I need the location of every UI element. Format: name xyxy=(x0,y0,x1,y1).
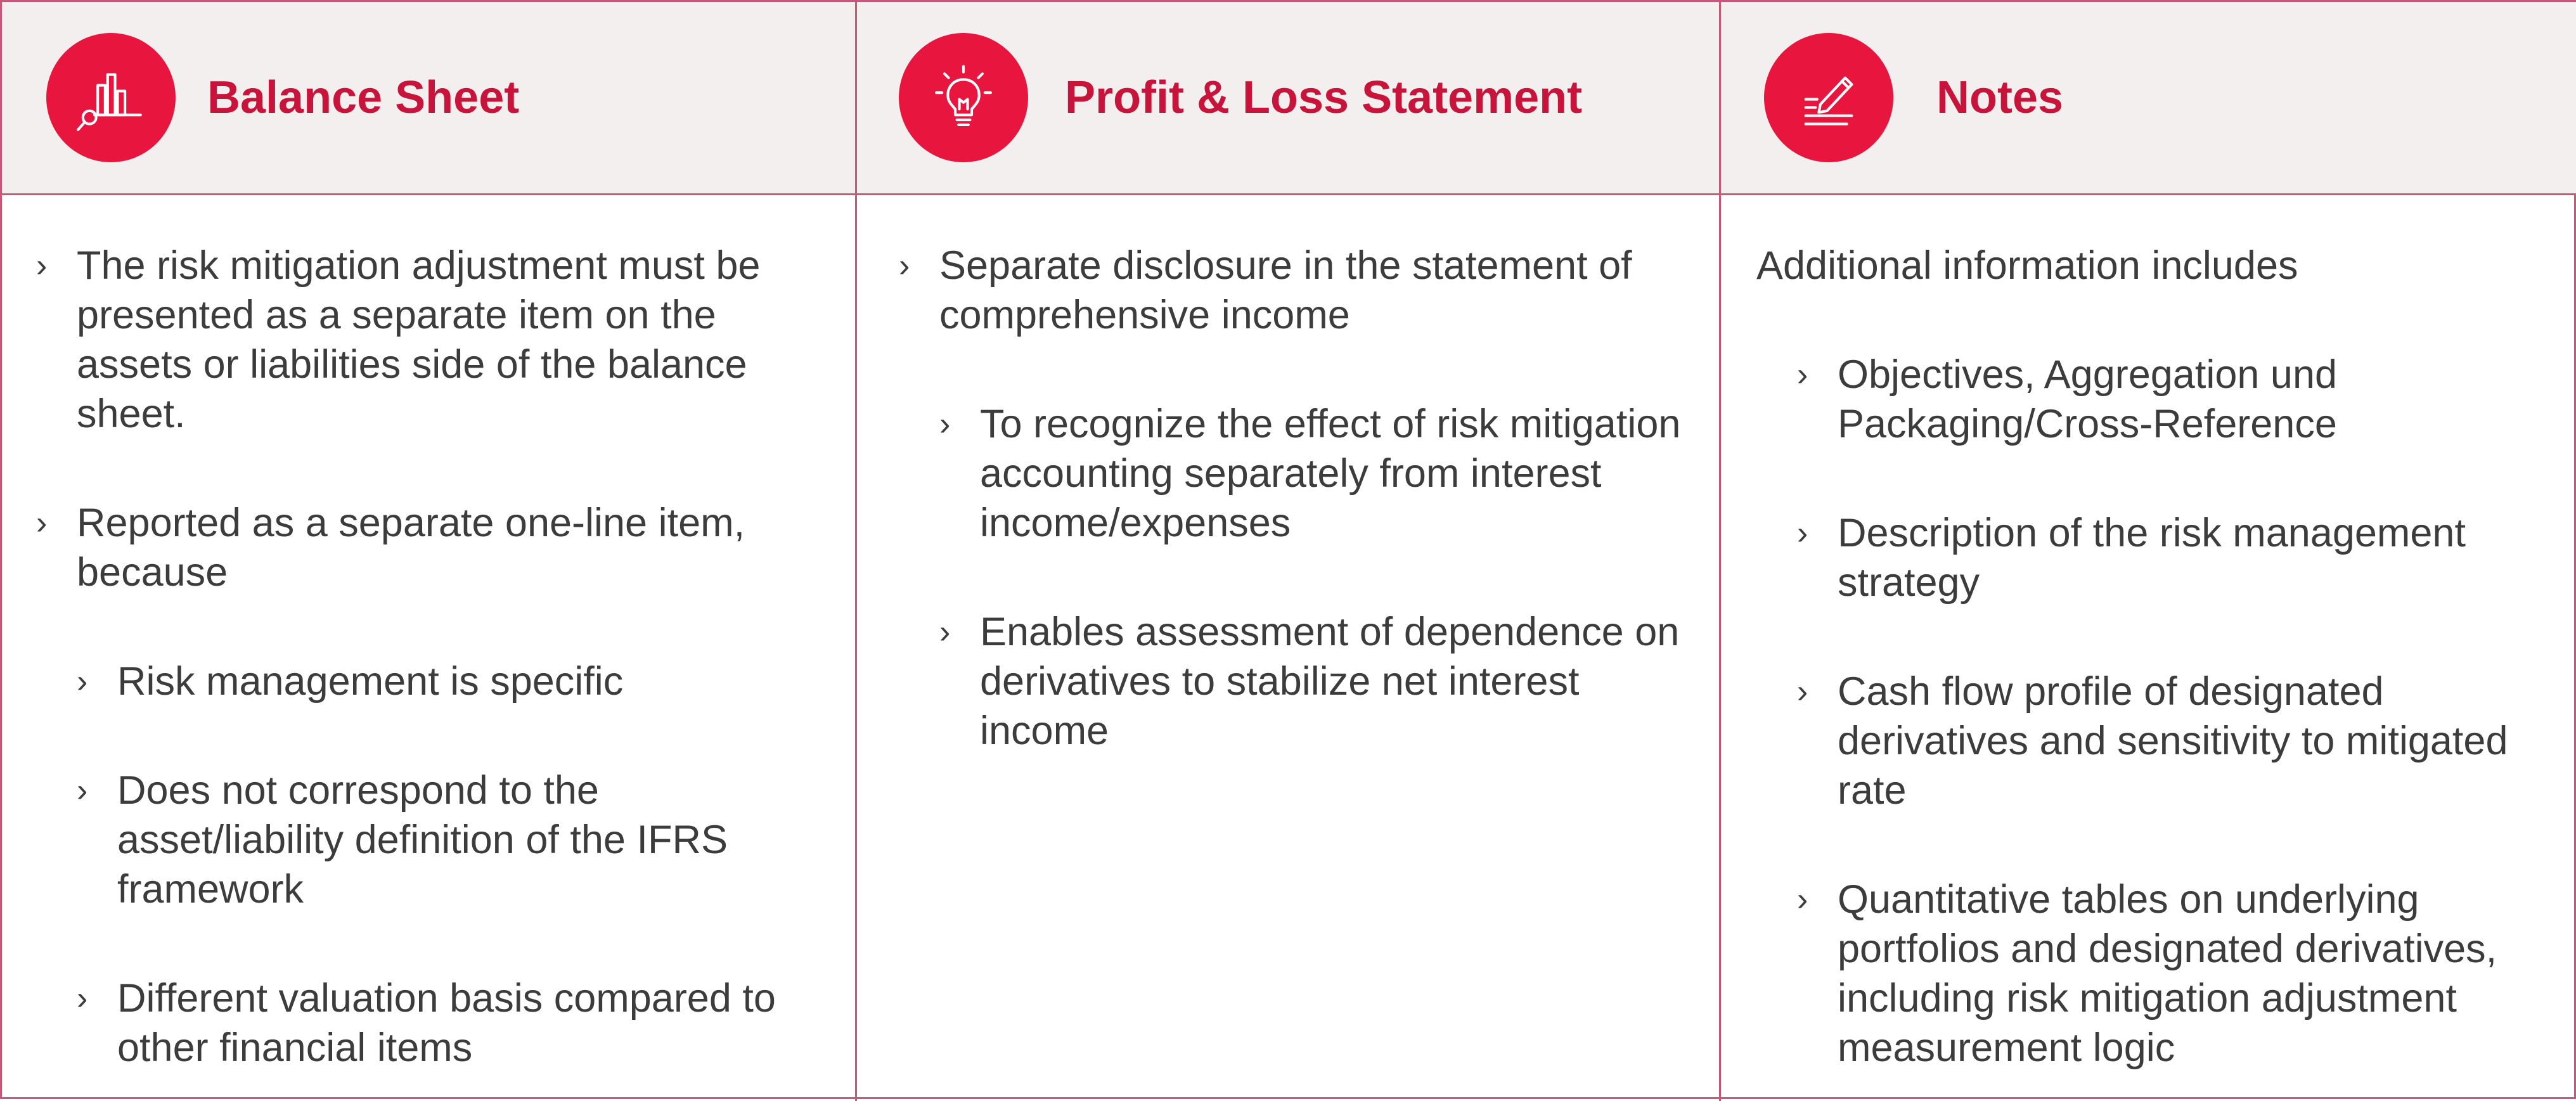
header-profit-loss xyxy=(857,2,1721,195)
chevron-right-icon: › xyxy=(36,505,48,541)
column-body-balance-sheet xyxy=(2,195,857,1101)
list-item: › Cash flow profile of designated derivatives and sensitivity to mitigated rate xyxy=(1797,667,2553,815)
chevron-right-icon: › xyxy=(77,980,88,1017)
notes-intro: Additional information includes xyxy=(1756,243,2298,288)
list-item: › To recognize the effect of risk mitigation accounting separately from interest income/expenses xyxy=(939,399,1694,548)
notes-icon-circle xyxy=(1764,33,1893,162)
list-item: › Different valuation basis compared to other financial items xyxy=(77,974,830,1072)
column-title-notes: Notes xyxy=(1936,72,2064,123)
chevron-right-icon: › xyxy=(1797,673,1808,710)
chevron-right-icon: › xyxy=(1797,515,1808,551)
column-body-notes xyxy=(1721,195,2576,1101)
list-item: › Separate disclosure in the statement of comprehensive income xyxy=(899,241,1694,340)
list-item: › Description of the risk management strategy xyxy=(1797,508,2553,607)
chevron-right-icon: › xyxy=(939,614,951,650)
list-item: › Quantitative tables on underlying portfolios and designated derivatives, including risk mitigation adjustment measurement logic xyxy=(1797,875,2553,1072)
column-title-profit-loss: Profit & Loss Statement xyxy=(1065,72,1583,123)
list-item: › The risk mitigation adjustment must be presented as a separate item on the assets or liabilities side of the balance sheet. xyxy=(36,241,830,439)
header-notes xyxy=(1721,2,2576,195)
chevron-right-icon: › xyxy=(899,247,910,284)
column-title-balance-sheet: Balance Sheet xyxy=(207,72,520,123)
list-item: › Risk management is specific xyxy=(77,657,830,706)
header-balance-sheet xyxy=(2,2,857,195)
chevron-right-icon: › xyxy=(1797,356,1808,393)
list-item: › Objectives, Aggregation und Packaging/Cross-Reference xyxy=(1797,350,2553,449)
list-item: › Does not correspond to the asset/liability definition of the IFRS framework xyxy=(77,766,830,914)
chevron-right-icon: › xyxy=(1797,881,1808,918)
chevron-right-icon: › xyxy=(77,772,88,809)
list-item: › Enables assessment of dependence on derivatives to stabilize net interest income xyxy=(939,607,1694,756)
column-body-profit-loss xyxy=(857,195,1721,1101)
list-item: › Reported as a separate one-line item, because xyxy=(36,498,830,597)
pen-writing-icon xyxy=(1787,56,1870,139)
chevron-right-icon: › xyxy=(36,247,48,284)
chevron-right-icon: › xyxy=(77,663,88,700)
lightbulb-icon xyxy=(922,56,1005,139)
balance-sheet-icon-circle xyxy=(46,33,176,162)
chevron-right-icon: › xyxy=(939,406,951,442)
bar-chart-magnifier-icon xyxy=(70,56,152,139)
profit-loss-icon-circle xyxy=(899,33,1028,162)
